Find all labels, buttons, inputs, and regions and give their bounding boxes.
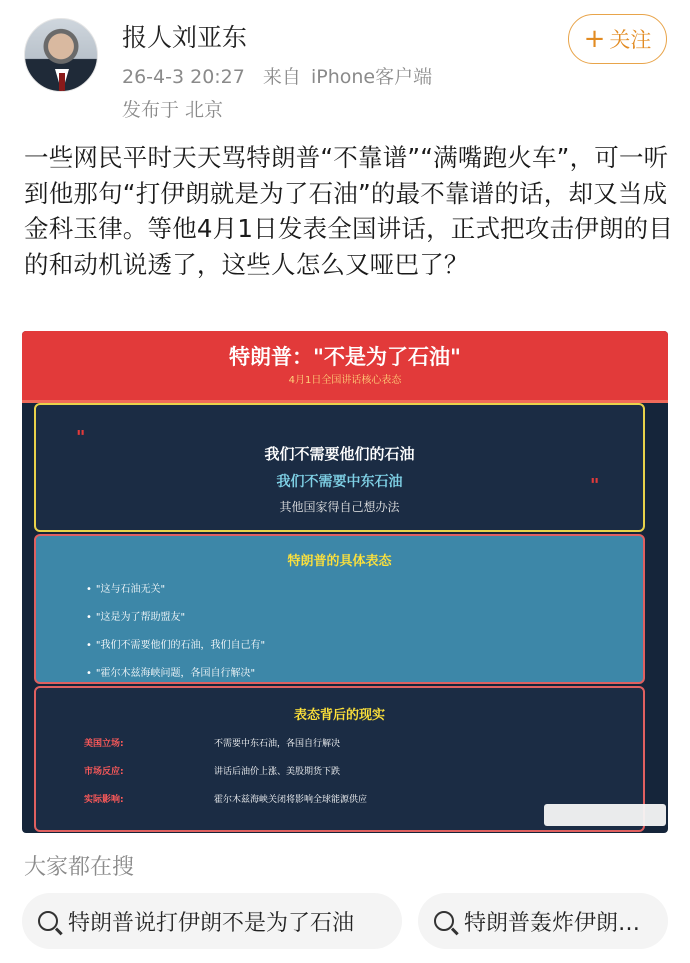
specific-statements-box	[34, 534, 645, 684]
search-chip-label: 特朗普说打伊朗不是为了石油	[68, 910, 355, 936]
specific-list	[86, 580, 265, 692]
watermark	[544, 804, 666, 826]
post-text: 一些网民平时天天骂特朗普“不靠谱”“满嘴跑火车”，可一听到他那句“打伊朗就是为了石油”的最不靠谱的话，却又当成金科玉律。等他4月1日发表全国讲话，正式把攻击伊朗的目的和动机说透了，这些人怎么又哑巴了？	[24, 143, 674, 279]
avatar[interactable]	[24, 18, 98, 92]
reality-row	[84, 764, 584, 780]
follow-label: 关注	[609, 28, 652, 52]
list-item: • "霍尔木兹海峡问题，各国自行解决"	[86, 664, 265, 692]
search-chip-label: 特朗普轰炸伊朗…	[464, 910, 641, 936]
main-statement: 我们不需要他们的石油	[264, 445, 415, 463]
plus-icon: +	[583, 24, 606, 54]
reality-heading: 表态背后的现实	[293, 708, 385, 723]
search-chip[interactable]	[22, 893, 402, 949]
post-location: 发布于 北京	[122, 99, 224, 121]
statement-2: 我们不需要中东石油	[276, 474, 403, 490]
follow-button[interactable]	[568, 14, 667, 64]
post-meta	[122, 62, 432, 89]
search-icon	[38, 911, 58, 931]
specific-heading: 特朗普的具体表态	[287, 554, 392, 569]
list-item: • "我们不需要他们的石油，我们自己有"	[86, 636, 265, 664]
list-item: • "这是为了帮助盟友"	[86, 608, 265, 636]
search-icon	[434, 911, 454, 931]
username[interactable]: 报人刘亚东	[122, 23, 248, 52]
post-source: iPhone客户端	[310, 66, 433, 88]
post-datetime: 26-4-3 20:27	[122, 66, 245, 88]
open-quote-icon: "	[76, 427, 85, 448]
quote-box	[34, 403, 645, 532]
poster-subtitle: 4月1日全国讲话核心表态	[288, 375, 402, 386]
reality-row	[84, 736, 584, 752]
avatar-tie	[59, 73, 65, 92]
close-quote-icon: "	[590, 475, 599, 496]
post-header	[0, 0, 690, 130]
poster-title: 特朗普："不是为了石油"	[229, 345, 461, 369]
reality-value: 不需要中东石油，各国自行解决	[214, 739, 341, 749]
reality-key: 市场反应:	[84, 767, 124, 777]
reality-key: 实际影响:	[84, 795, 124, 805]
reality-key: 美国立场:	[84, 739, 124, 749]
search-chip[interactable]	[418, 893, 668, 949]
reality-row	[84, 792, 584, 808]
reality-value: 讲话后油价上涨、美股期货下跌	[214, 767, 341, 777]
list-item: • "这与石油无关"	[86, 580, 265, 608]
post-image[interactable]	[22, 331, 668, 833]
reality-value: 霍尔木兹海峡关闭将影响全球能源供应	[214, 795, 368, 805]
poster-header	[22, 331, 668, 403]
source-prefix: 来自	[262, 66, 301, 88]
statement-3: 其他国家得自己想办法	[279, 500, 400, 514]
trending-search-title: 大家都在搜	[24, 855, 135, 880]
